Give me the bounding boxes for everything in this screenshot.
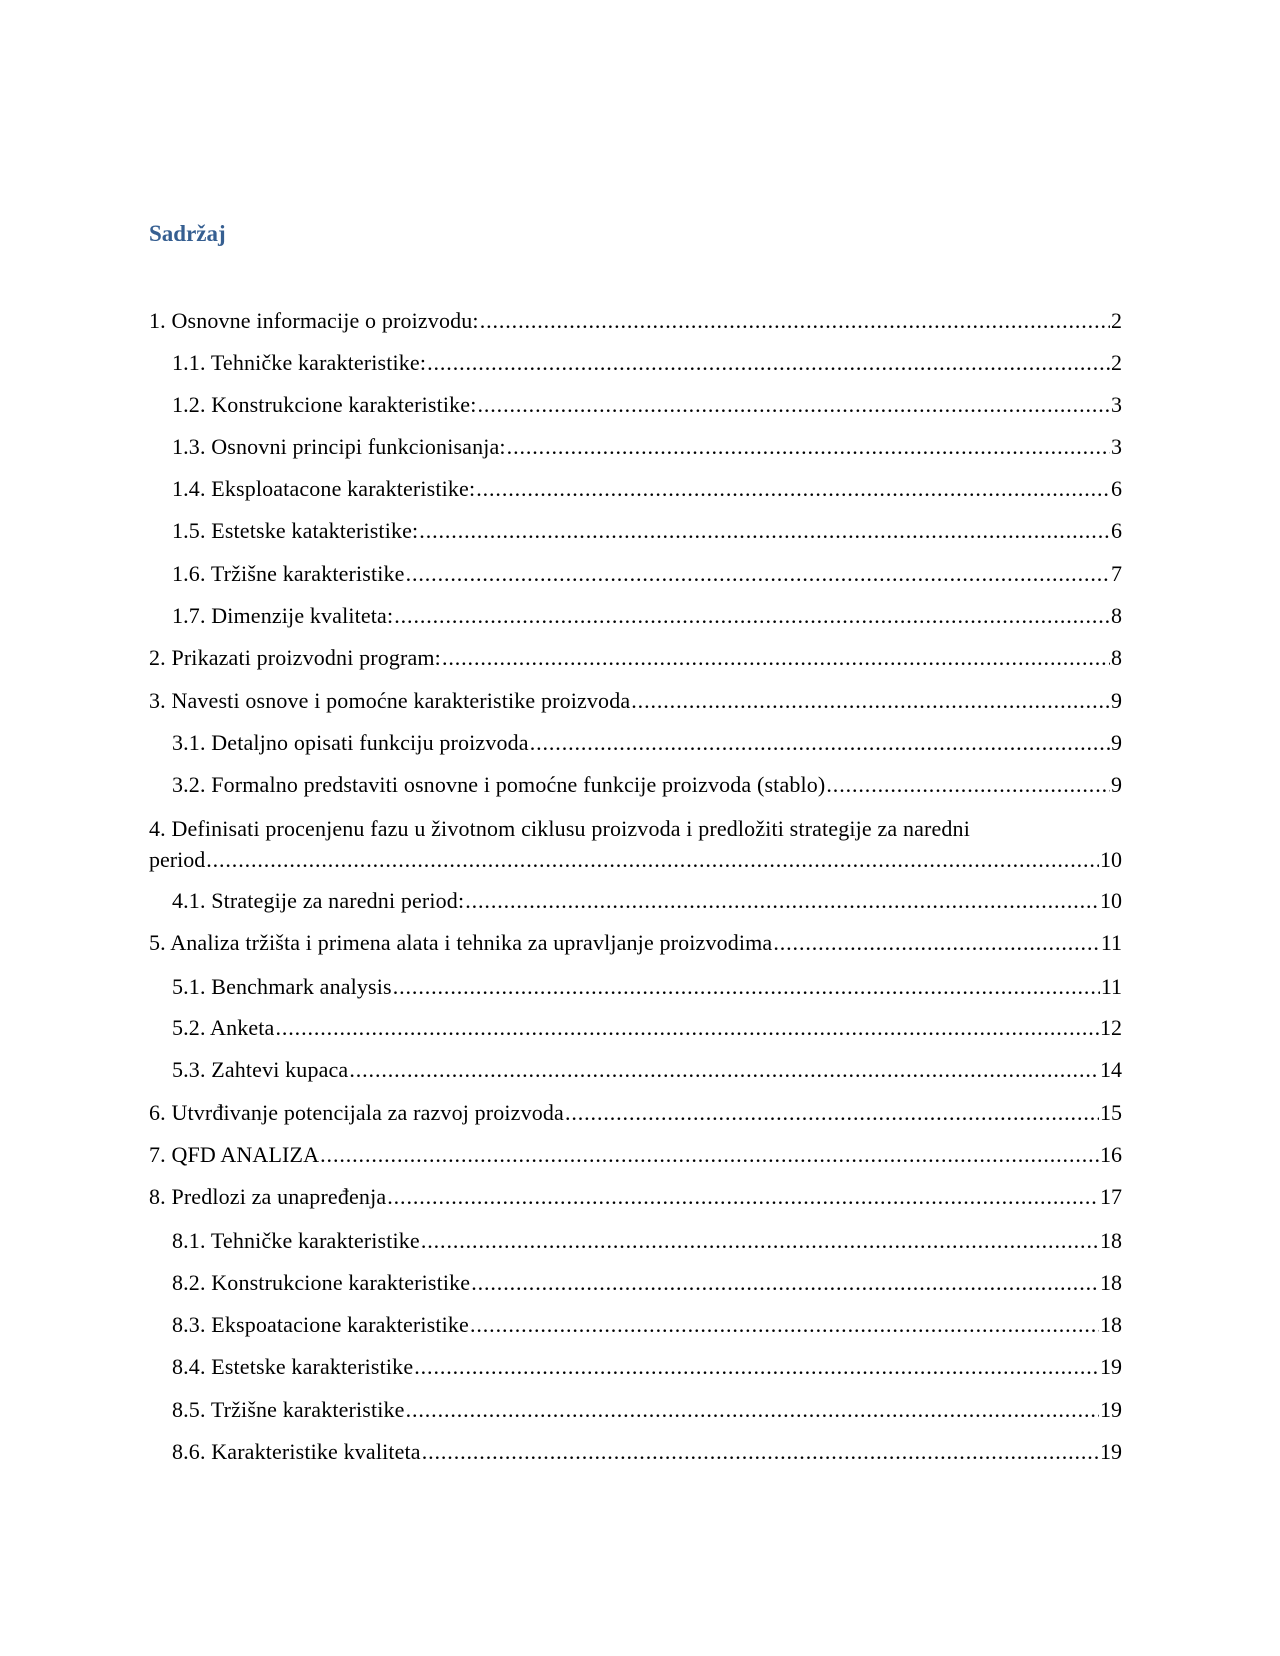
toc-leader-dots [826, 770, 1110, 800]
toc-page-number: 18 [1100, 1270, 1122, 1295]
toc-page-number: 7 [1111, 561, 1122, 586]
toc-leader-dots [631, 686, 1110, 716]
toc-page-number: 10 [1100, 888, 1122, 913]
toc-entry[interactable] [172, 1055, 1122, 1085]
toc-leader-dots [320, 1140, 1099, 1170]
toc-entry-text: 1.5. Estetske katakteristike: [172, 518, 419, 543]
toc-entry-text: 1.4. Eksploatacone karakteristike: [172, 476, 476, 501]
toc-page-number: 6 [1111, 518, 1122, 543]
toc-leader-dots [427, 348, 1110, 378]
toc-entry-text: 2. Prikazati proizvodni program: [149, 645, 441, 670]
toc-entry-text: 1.1. Tehničke karakteristike: [172, 350, 427, 375]
toc-page-number: 8 [1111, 645, 1122, 670]
toc-entry[interactable] [149, 1098, 1122, 1128]
toc-page-number: 9 [1111, 688, 1122, 713]
toc-leader-dots [419, 516, 1110, 546]
toc-page-number: 9 [1111, 730, 1122, 755]
toc-entry-text: 8. Predlozi za unapređenja [149, 1184, 387, 1209]
toc-entry[interactable] [172, 516, 1122, 546]
toc-leader-dots [393, 972, 1100, 1002]
toc-page-number: 9 [1111, 772, 1122, 797]
toc-page-number: 14 [1100, 1057, 1122, 1082]
toc-leader-dots [530, 728, 1110, 758]
toc-entry-text: 5.2. Anketa [172, 1015, 275, 1040]
toc-leader-dots [470, 1310, 1099, 1340]
toc-entry[interactable] [172, 886, 1122, 916]
toc-entry-text: 8.2. Konstrukcione karakteristike [172, 1270, 471, 1295]
toc-entry[interactable] [172, 432, 1122, 462]
toc-page-number: 17 [1100, 1184, 1122, 1209]
toc-entry-text: 8.3. Ekspoatacione karakteristike [172, 1312, 469, 1337]
toc-page-number: 18 [1100, 1228, 1122, 1253]
toc-leader-dots [477, 390, 1110, 420]
toc-page-number: 3 [1111, 392, 1122, 417]
toc-page-number: 15 [1100, 1100, 1122, 1125]
toc-leader-dots [465, 886, 1099, 916]
toc-entry[interactable] [172, 1437, 1122, 1467]
toc-entry-multiline[interactable] [149, 813, 1122, 875]
toc-entry-text: 1.2. Konstrukcione karakteristike: [172, 392, 477, 417]
toc-leader-dots [476, 474, 1110, 504]
toc-entry[interactable] [172, 1226, 1122, 1256]
toc-page-number: 19 [1100, 1439, 1122, 1464]
toc-page-number: 19 [1100, 1354, 1122, 1379]
toc-page-number: 10 [1100, 847, 1122, 872]
toc-entry[interactable] [172, 601, 1122, 631]
toc-entry-text: 1.3. Osnovni principi funkcionisanja: [172, 434, 506, 459]
toc-page-number: 6 [1111, 476, 1122, 501]
toc-entry[interactable] [172, 1013, 1122, 1043]
toc-leader-dots [422, 1437, 1099, 1467]
toc-entry-text: 7. QFD ANALIZA [149, 1142, 320, 1167]
toc-entry[interactable] [172, 1268, 1122, 1298]
toc-entry-text: 3. Navesti osnove i pomoćne karakteristike proizvoda [149, 688, 631, 713]
toc-entry-text: 3.1. Detaljno opisati funkciju proizvoda [172, 730, 529, 755]
toc-entry[interactable] [172, 770, 1122, 800]
toc-entry-text: 1. Osnovne informacije o proizvodu: [149, 308, 479, 333]
toc-entry-line2 [149, 844, 1122, 875]
toc-entry[interactable] [172, 1395, 1122, 1425]
toc-entry-text-line2: period [149, 847, 206, 872]
toc-leader-dots [206, 844, 1099, 875]
toc-page-number: 19 [1100, 1397, 1122, 1422]
toc-entry-text: 8.1. Tehničke karakteristike [172, 1228, 420, 1253]
toc-entry[interactable] [149, 1140, 1122, 1170]
toc-page-number: 12 [1100, 1015, 1122, 1040]
toc-entry-text: 1.7. Dimenzije kvaliteta: [172, 603, 394, 628]
toc-heading: Sadržaj [149, 221, 226, 246]
toc-leader-dots [565, 1098, 1099, 1128]
toc-leader-dots [414, 1352, 1099, 1382]
toc-page-number: 8 [1111, 603, 1122, 628]
toc-entry[interactable] [172, 1310, 1122, 1340]
toc-entry[interactable] [172, 728, 1122, 758]
toc-page-number: 16 [1100, 1142, 1122, 1167]
toc-entry[interactable] [172, 348, 1122, 378]
toc-page-number: 3 [1111, 434, 1122, 459]
toc-leader-dots [507, 432, 1110, 462]
toc-entry-text: 5.1. Benchmark analysis [172, 974, 392, 999]
toc-entry-text: 5.3. Zahtevi kupaca [172, 1057, 349, 1082]
toc-leader-dots [394, 601, 1110, 631]
toc-entry-text: 1.6. Tržišne karakteristike [172, 561, 405, 586]
toc-page-number: 11 [1100, 930, 1122, 955]
toc-entry-text: 8.6. Karakteristike kvaliteta [172, 1439, 421, 1464]
toc-entry[interactable] [149, 686, 1122, 716]
toc-entry[interactable] [172, 559, 1122, 589]
toc-entry-text: 8.5. Tržišne karakteristike [172, 1397, 405, 1422]
toc-leader-dots [471, 1268, 1099, 1298]
toc-leader-dots [442, 643, 1110, 673]
toc-leader-dots [406, 559, 1110, 589]
toc-entry[interactable] [172, 1352, 1122, 1382]
toc-entry[interactable] [149, 306, 1122, 336]
toc-leader-dots [480, 306, 1110, 336]
toc-entry-text: 3.2. Formalno predstaviti osnovne i pomoćne funkcije proizvoda (stablo) [172, 772, 826, 797]
toc-leader-dots [275, 1013, 1099, 1043]
toc-entry[interactable] [172, 972, 1122, 1002]
toc-entry[interactable] [172, 474, 1122, 504]
toc-entry[interactable] [149, 928, 1122, 958]
toc-leader-dots [773, 928, 1099, 958]
toc-leader-dots [349, 1055, 1099, 1085]
toc-page-number: 2 [1111, 350, 1122, 375]
toc-page-number: 11 [1100, 974, 1122, 999]
toc-page-number: 18 [1100, 1312, 1122, 1337]
toc-entry[interactable] [172, 390, 1122, 420]
toc-entry-text: 5. Analiza tržišta i primena alata i tehnika za upravljanje proizvodima [149, 930, 773, 955]
toc-leader-dots [421, 1226, 1099, 1256]
toc-entry-text: 6. Utvrđivanje potencijala za razvoj proizvoda [149, 1100, 564, 1125]
toc-entry-text-line1: 4. Definisati procenjenu fazu u životnom ciklusu proizvoda i predložiti strategije za naredni [149, 816, 970, 841]
toc-entry[interactable] [149, 643, 1122, 673]
toc-page-number: 2 [1111, 308, 1122, 333]
toc-leader-dots [406, 1395, 1099, 1425]
toc-entry-text: 4.1. Strategije za naredni period: [172, 888, 465, 913]
toc-entry-text: 8.4. Estetske karakteristike [172, 1354, 414, 1379]
toc-entry[interactable] [149, 1182, 1122, 1212]
toc-leader-dots [387, 1182, 1099, 1212]
